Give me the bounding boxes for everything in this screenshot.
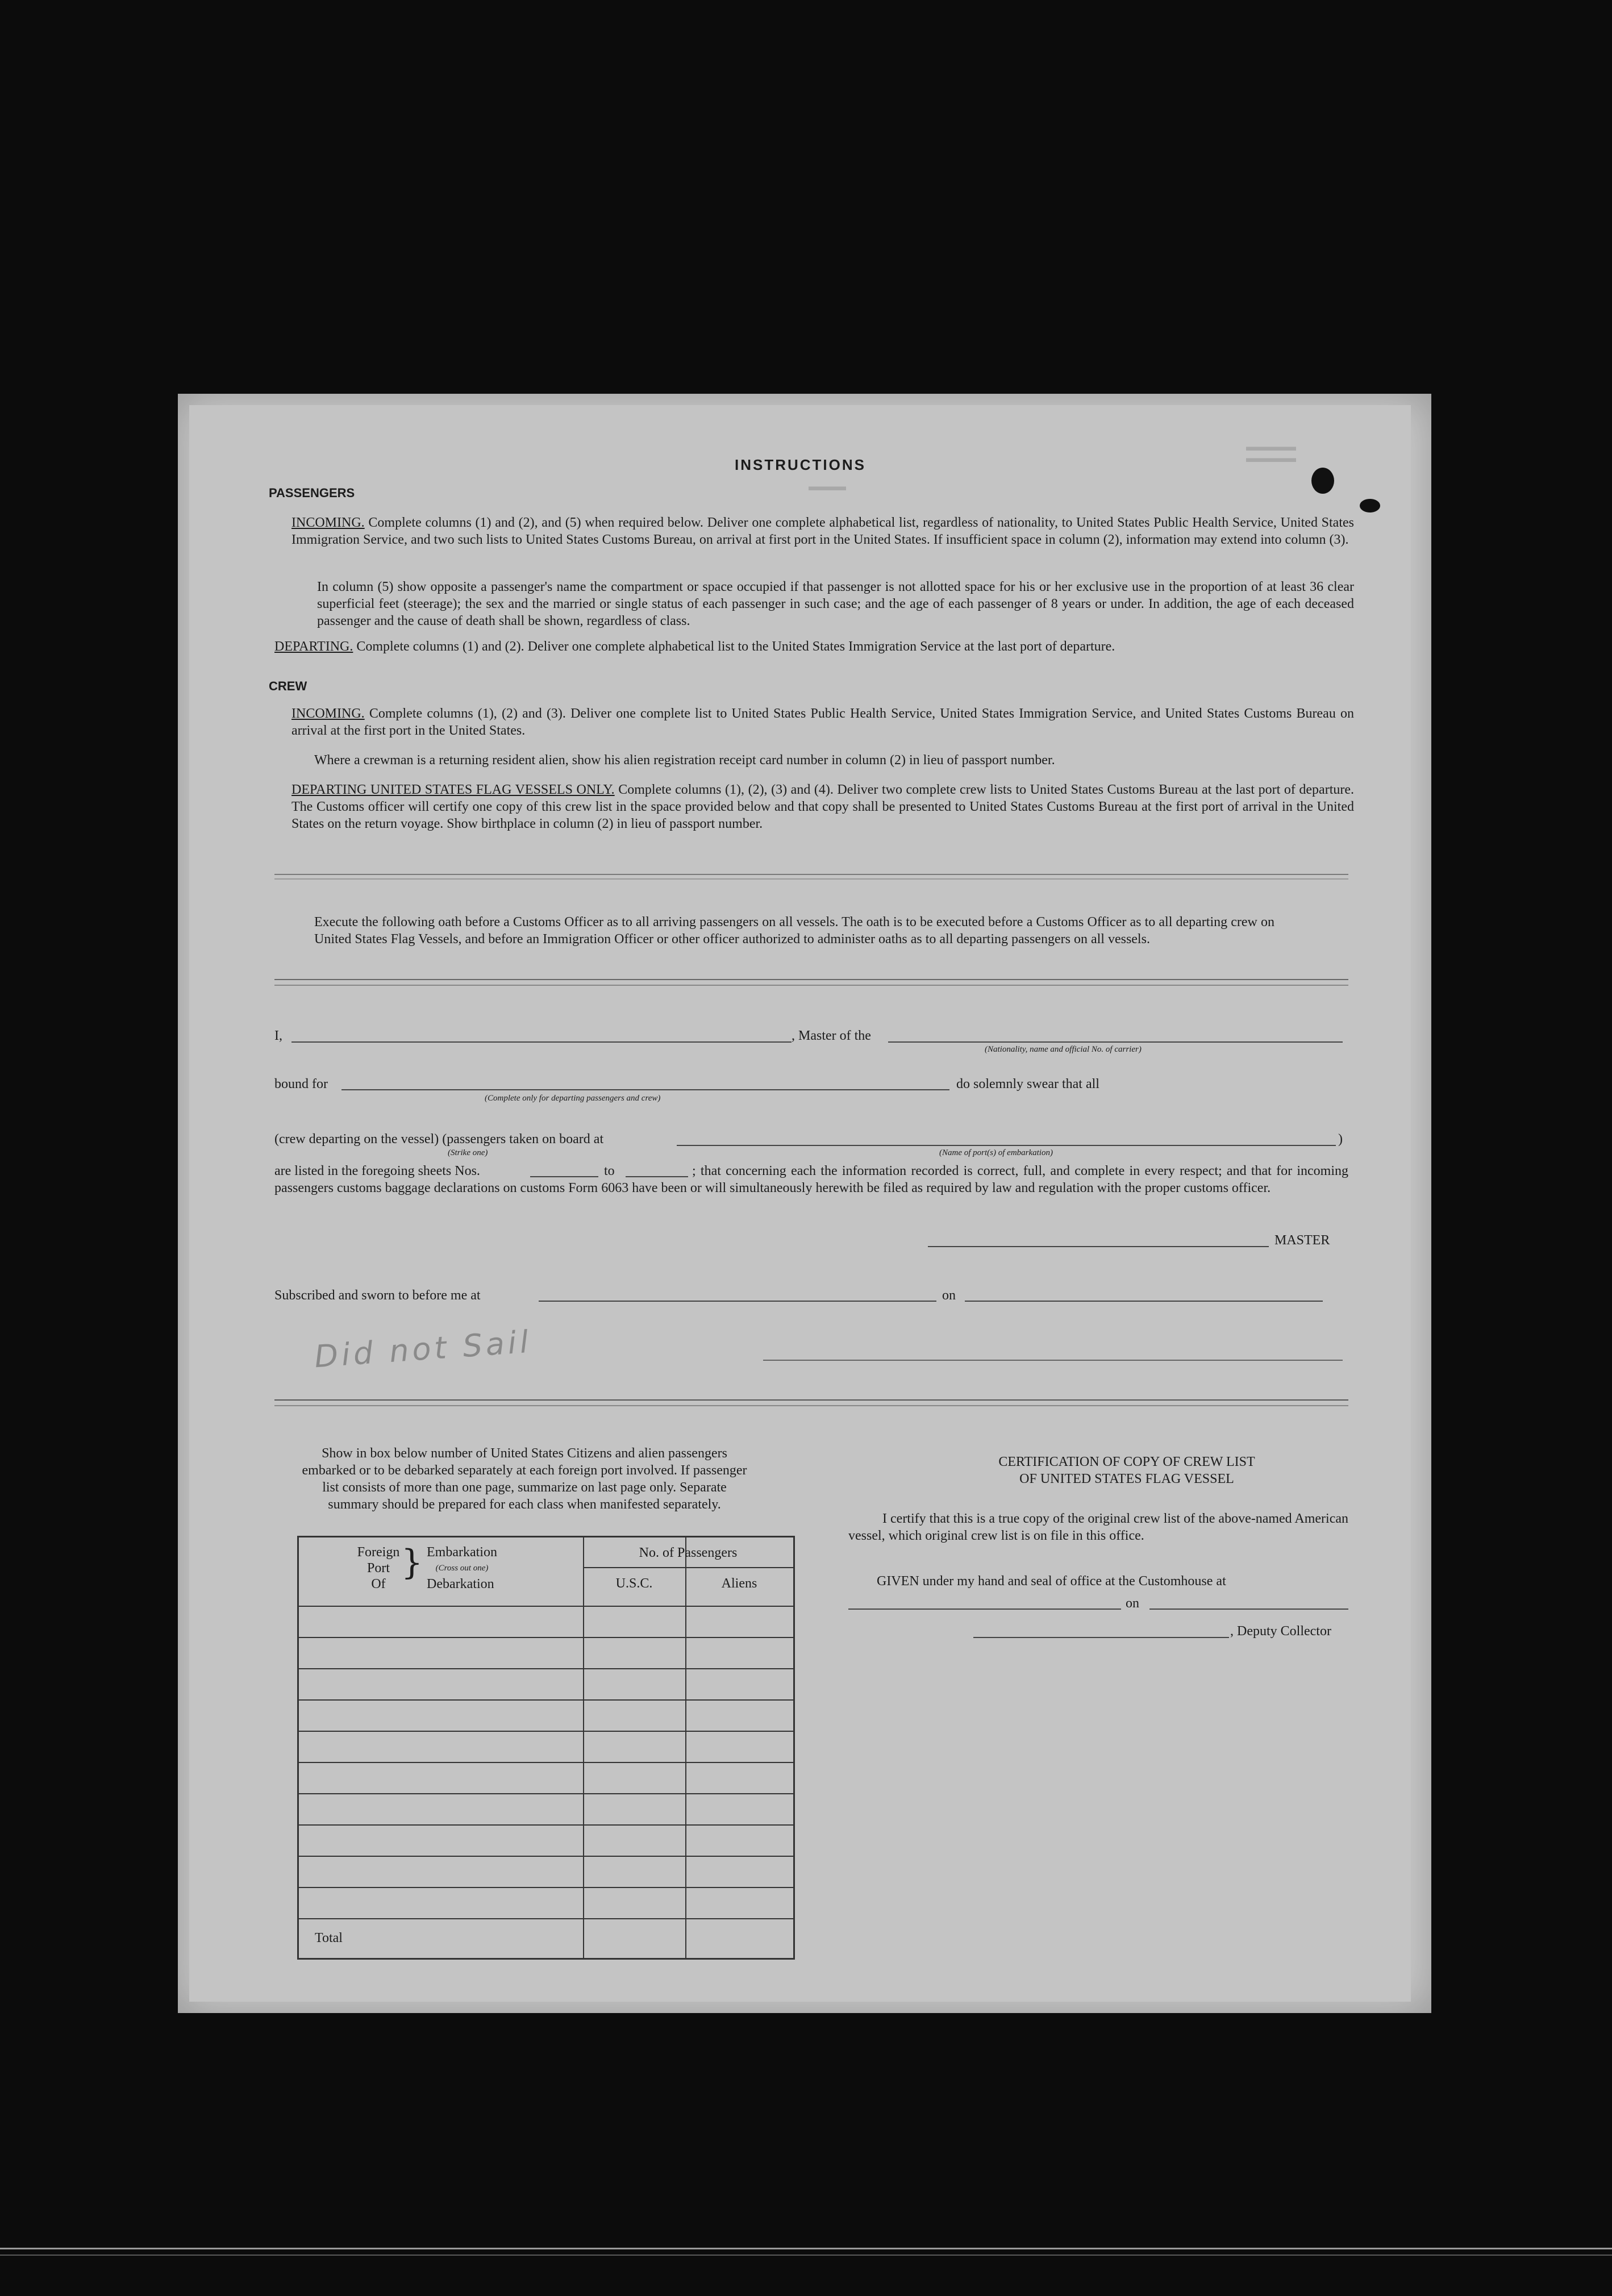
deputy-signature-line xyxy=(973,1637,1229,1638)
page-title: INSTRUCTIONS xyxy=(735,456,866,473)
bleed-through-mark: ▬▬▬▬ xyxy=(1246,439,1296,453)
crew-departing-label: (crew departing on the vessel) (passengers taken on board at xyxy=(274,1132,604,1147)
ink-blot xyxy=(1311,468,1334,494)
signature-line xyxy=(763,1360,1343,1361)
oath-master-of-label: , Master of the xyxy=(792,1028,871,1043)
oath-intro-paragraph: Execute the following oath before a Customs Officer as to all arriving passengers on all vessels. The oath is to be executed before a Customs Officer as to all departing crew on United States Flag Vessels, and before an Immigration Officer or other officer authorized to administer oaths as to all departing passengers on all vessels. xyxy=(314,915,1274,947)
divider-line xyxy=(274,985,1348,986)
certification-given-text: GIVEN under my hand and seal of office at the Customhouse at xyxy=(877,1574,1226,1589)
listed-text: ; that concerning each the information recorded is correct, full, and complete in every respect; and that for incoming passengers customs baggage declarations on customs Form 6063 have been or will simultaneously herewith be filed as required by law and regulation with the proper customs officer. xyxy=(274,1164,1348,1195)
certification-place-field-line xyxy=(848,1609,1121,1610)
sworn-place-field-line xyxy=(539,1301,936,1302)
film-edge-rule-2 xyxy=(0,2255,1612,2256)
table-row-rule xyxy=(299,1856,793,1857)
passengers-incoming-paragraph xyxy=(291,514,1354,548)
sworn-on-label: on xyxy=(942,1288,956,1303)
master-label: MASTER xyxy=(1274,1233,1330,1248)
handwritten-note: Did not Sail xyxy=(313,1323,533,1375)
crew-incoming-paragraph xyxy=(291,705,1354,739)
listed-label: are listed in the foregoing sheets Nos. xyxy=(274,1164,480,1178)
passengers-departing-paragraph xyxy=(274,638,1354,655)
master-name-field-line xyxy=(291,1041,792,1043)
crew-heading: CREW xyxy=(269,679,307,693)
bound-for-caption: (Complete only for departing passengers and crew) xyxy=(485,1094,661,1103)
of-label: Of xyxy=(371,1577,386,1591)
passengers-departing-text: Complete columns (1) and (2). Deliver one complete alphabetical list to the United States Immigration Service at the last port of departure. xyxy=(356,639,1115,654)
certification-title-line1: CERTIFICATION OF COPY OF CREW LIST xyxy=(998,1455,1255,1469)
embarkation-header xyxy=(427,1544,497,1592)
close-paren: ) xyxy=(1338,1132,1343,1147)
divider-line xyxy=(274,878,1348,880)
certification-on-label: on xyxy=(1126,1596,1139,1611)
passengers-departing-label: DEPARTING. xyxy=(274,639,353,654)
brace-glyph: } xyxy=(401,1543,423,1582)
bound-for-label: bound for xyxy=(274,1077,328,1091)
strike-one-caption: (Strike one) xyxy=(448,1148,488,1157)
usc-column xyxy=(583,1537,686,1958)
deputy-collector-label: , Deputy Collector xyxy=(1230,1624,1331,1639)
port-caption: (Name of port(s) of embarkation) xyxy=(939,1148,1053,1157)
divider-line xyxy=(274,1405,1348,1406)
certification-date-field-line xyxy=(1149,1609,1348,1610)
crew-departing-text: Complete columns (1), (2), (3) and (4). Deliver two complete crew lists to United States Customs Bureau at the last port of departure. The Customs officer will certify one copy of this crew list in the space provided below and that copy shall be presented to United States Customs Bureau at the first port of arrival in the United States on the return voyage. Show birthplace in column (2) in lieu of passport number. xyxy=(291,782,1355,831)
header-rule xyxy=(583,1567,793,1568)
table-row-rule xyxy=(299,1793,793,1794)
passengers-column5-paragraph: In column (5) show opposite a passenger's name the compartment or space occupied if that passenger is not allotted space for his or her exclusive use in the proportion of at least 36 clear superficial feet (steerage); the sex and the married or single status of each passenger in such case; and the age of each passenger of 8 years or under. In addition, the age of each deceased passenger and the cause of death shall be shown, regardless of class. xyxy=(317,580,1354,628)
certification-text: I certify that this is a true copy of the original crew list of the above-named American vessel, which original crew list is on file in this office. xyxy=(848,1511,1348,1543)
aliens-header: Aliens xyxy=(721,1576,757,1591)
divider-line xyxy=(274,1399,1348,1401)
crew-departing-paragraph xyxy=(291,781,1354,832)
table-row-rule xyxy=(299,1762,793,1763)
bleed-through-mark: ▬▬▬ xyxy=(809,479,846,493)
passengers-incoming-label: INCOMING. xyxy=(291,515,365,530)
to-label: to xyxy=(604,1164,615,1178)
table-row-rule xyxy=(299,1699,793,1701)
crew-incoming-label: INCOMING. xyxy=(291,706,365,721)
table-row-rule xyxy=(299,1887,793,1888)
table-row-rule xyxy=(299,1606,793,1607)
bound-for-field-line xyxy=(341,1089,949,1090)
ink-blot xyxy=(1360,499,1380,512)
embarkation-label: Embarkation xyxy=(427,1545,497,1560)
crew-resident-paragraph: Where a crewman is a returning resident alien, show his alien registration receipt card number in column (2) in lieu of passport number. xyxy=(314,753,1055,768)
crew-departing-label: DEPARTING UNITED STATES FLAG VESSELS ONLY. xyxy=(291,782,615,797)
summary-instructions: Show in box below number of United States Citizens and alien passengers embarked or to be debarked separately at each foreign port involved. If passenger list consists of more than one page, summarize on last page only. Separate summary should be prepared for each class when manifested separately. xyxy=(302,1446,747,1512)
usc-header: U.S.C. xyxy=(615,1576,653,1591)
port-column xyxy=(299,1537,584,1958)
passenger-summary-table xyxy=(297,1536,795,1960)
no-passengers-header: No. of Passengers xyxy=(639,1545,738,1560)
document-paper xyxy=(189,405,1411,2002)
nationality-caption: (Nationality, name and official No. of carrier) xyxy=(985,1045,1142,1054)
oath-i-label: I, xyxy=(274,1028,282,1043)
port-label: Port xyxy=(366,1561,390,1576)
master-signature-line xyxy=(928,1246,1269,1247)
subscribed-label: Subscribed and sworn to before me at xyxy=(274,1288,481,1303)
total-label: Total xyxy=(315,1931,343,1945)
table-row-rule xyxy=(299,1731,793,1732)
table-row-rule xyxy=(299,1637,793,1638)
bleed-through-mark: ▬▬▬▬ xyxy=(1246,451,1296,465)
embarkation-port-field-line xyxy=(677,1145,1336,1146)
certification-title-line2: OF UNITED STATES FLAG VESSEL xyxy=(1019,1472,1234,1486)
divider-line xyxy=(274,874,1348,875)
foreign-label: Foreign xyxy=(357,1545,400,1560)
table-row-rule xyxy=(299,1668,793,1669)
certification-title xyxy=(928,1453,1326,1487)
table-row-rule xyxy=(299,1824,793,1826)
passengers-heading: PASSENGERS xyxy=(269,486,355,500)
cross-out-caption: (Cross out one) xyxy=(435,1564,489,1573)
crew-incoming-text: Complete columns (1), (2) and (3). Deliver one complete list to United States Public Health Service, United States Immigration Service, and United States Customs Bureau on arrival at the first port in the United States. xyxy=(291,706,1355,738)
passengers-incoming-text: Complete columns (1) and (2), and (5) when required below. Deliver one complete alphabetical list, regardless of nationality, to United States Public Health Service, United States Immigration Service, and two such lists to United States Customs Bureau, on arrival at first port in the United States. If insufficient space in column (2), information may extend into column (3). xyxy=(291,515,1354,547)
document-page xyxy=(178,394,1431,2013)
sworn-date-field-line xyxy=(965,1301,1323,1302)
film-edge-rule xyxy=(0,2248,1612,2249)
divider-line xyxy=(274,979,1348,980)
table-row-rule xyxy=(299,1918,793,1919)
debarkation-label: Debarkation xyxy=(427,1577,494,1591)
vessel-field-line xyxy=(888,1041,1343,1043)
foreign-port-header xyxy=(356,1544,401,1592)
swear-label: do solemnly swear that all xyxy=(956,1077,1099,1091)
